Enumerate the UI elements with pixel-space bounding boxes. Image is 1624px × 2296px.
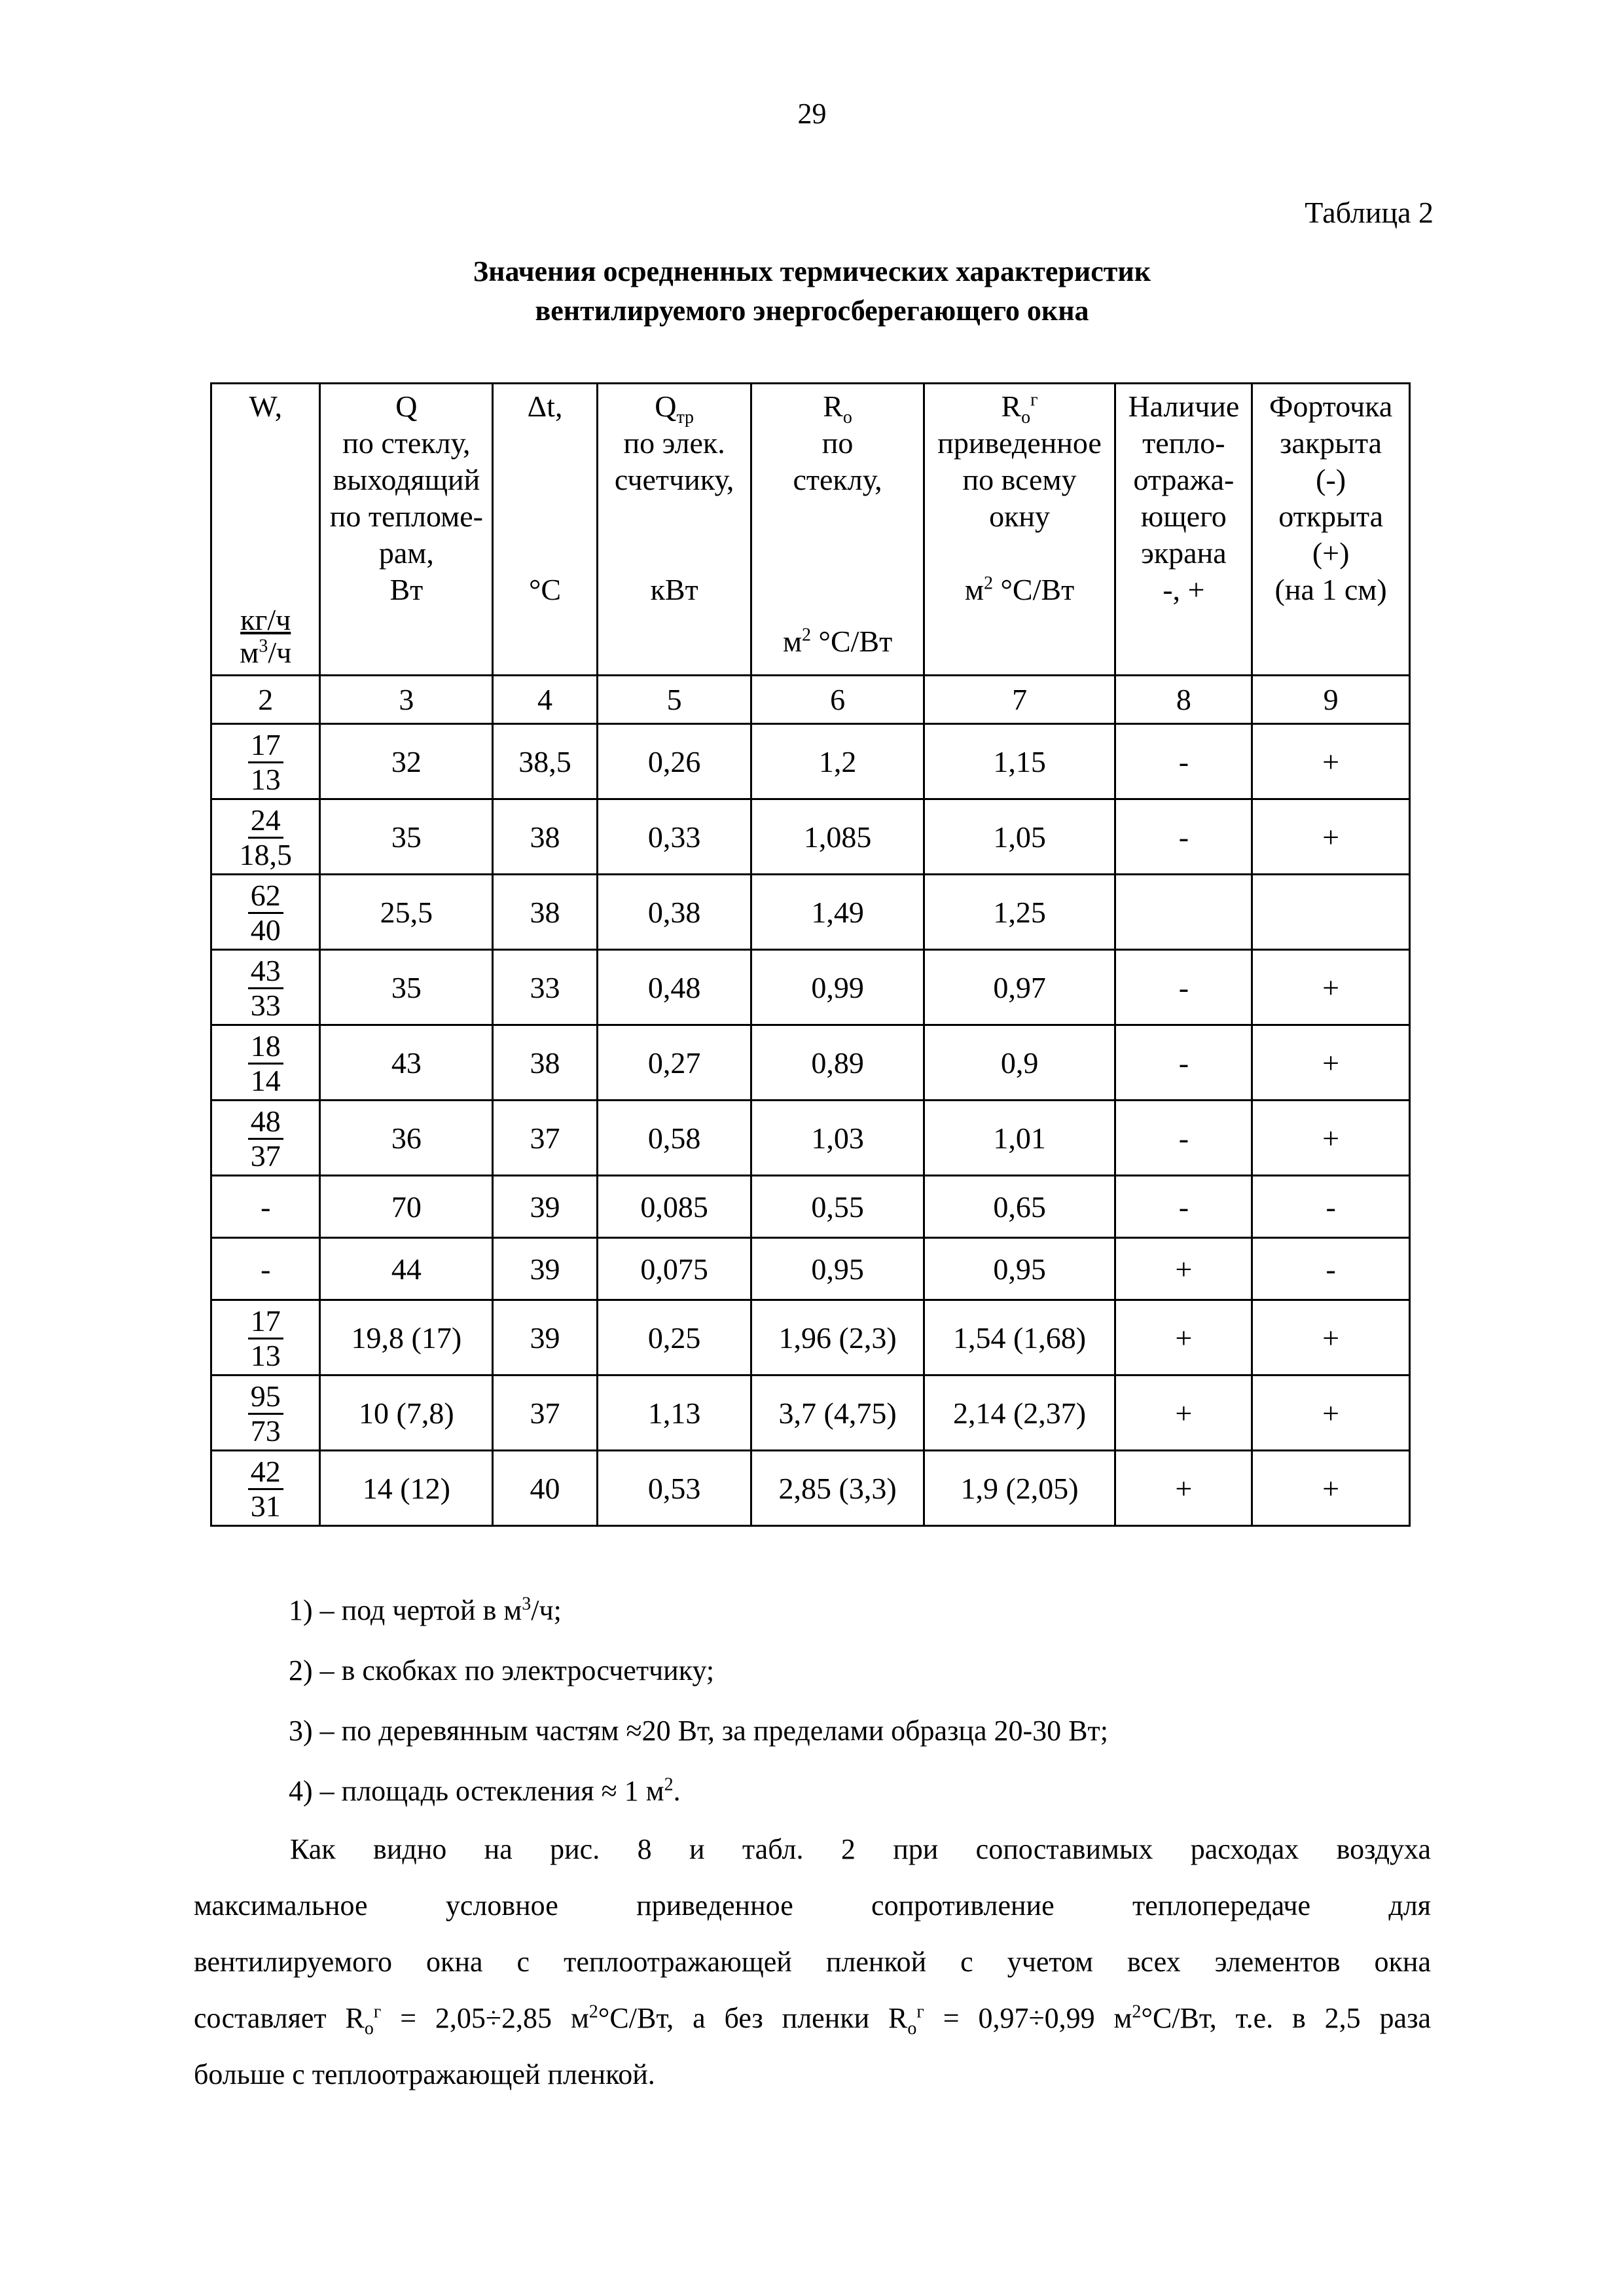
flow-fraction	[248, 1105, 283, 1173]
column-number: 4	[493, 676, 598, 724]
cell-dt: 37	[493, 1101, 598, 1176]
cell-screen: +	[1115, 1300, 1252, 1376]
header-window	[1252, 384, 1410, 676]
cell-qtr: 0,075	[597, 1238, 751, 1300]
header-ro-line: стеклу,	[793, 463, 882, 496]
cell-dt: 39	[493, 1300, 598, 1376]
header-q	[320, 384, 493, 676]
cell-ro: 0,55	[751, 1176, 924, 1238]
cell-q: 14 (12)	[320, 1451, 493, 1526]
header-rog-line: приведенное	[937, 426, 1102, 460]
header-rog-line: окну	[989, 500, 1051, 533]
flow-fraction	[248, 1305, 283, 1372]
note-3: 3) – по деревянным частям ≈20 Вт, за пределами образца 20-30 Вт;	[289, 1715, 1108, 1747]
cell-ro: 0,95	[751, 1238, 924, 1300]
flow-kg-per-h: 43	[248, 955, 283, 989]
cell-q: 43	[320, 1025, 493, 1101]
cell-screen: +	[1115, 1451, 1252, 1526]
note-4: 4) – площадь остекления ≈ 1 $м^2$.	[289, 1774, 681, 1807]
table-row	[211, 724, 1410, 799]
cell-dt: 33	[493, 950, 598, 1025]
header-window-line: (на 1 см)	[1274, 573, 1387, 606]
header-q-symbol: Q	[395, 390, 418, 423]
cell-window: +	[1252, 1025, 1410, 1101]
column-number: 5	[597, 676, 751, 724]
header-rog-sup: г	[1030, 390, 1038, 410]
cell-dt: 39	[493, 1176, 598, 1238]
table-row	[211, 875, 1410, 950]
header-window-line: (-)	[1316, 463, 1346, 496]
flow-m3-per-h: 18,5	[239, 837, 292, 871]
cell-qtr: 0,085	[597, 1176, 751, 1238]
cell-rog: 0,95	[924, 1238, 1115, 1300]
cell-q: 32	[320, 724, 493, 799]
caption-line-2: вентилируемого энергосберегающего окна	[535, 295, 1089, 327]
header-window-line: открыта	[1278, 500, 1384, 533]
header-window-line: закрыта	[1280, 426, 1382, 460]
cell-ro: 0,89	[751, 1025, 924, 1101]
page-number: 29	[797, 98, 827, 130]
paragraph-line: Как видно на рис. 8 и табл. 2 при сопоставимых расходах воздуха	[290, 1833, 1431, 1865]
table-row	[211, 1300, 1410, 1376]
header-screen-line: ющего	[1140, 500, 1227, 533]
cell-ro: 1,2	[751, 724, 924, 799]
cell-dt: 38	[493, 1025, 598, 1101]
flow-fraction	[239, 804, 292, 871]
header-window-line: Форточка	[1269, 390, 1393, 423]
cell-w	[211, 724, 320, 799]
column-number-row	[211, 676, 1410, 724]
note-2: 2) – в скобках по электросчетчику;	[289, 1654, 715, 1686]
cell-rog: 1,15	[924, 724, 1115, 799]
flow-fraction	[248, 1030, 283, 1097]
header-dt-unit: °C	[528, 573, 562, 606]
cell-q: 70	[320, 1176, 493, 1238]
table-row	[211, 1451, 1410, 1526]
flow-m3-per-h: 13	[250, 762, 281, 796]
cell-rog: 0,65	[924, 1176, 1115, 1238]
cell-w	[211, 1451, 320, 1526]
table-row	[211, 950, 1410, 1025]
cell-rog: 1,25	[924, 875, 1115, 950]
header-screen-line: экрана	[1141, 536, 1227, 570]
cell-q: 19,8 (17)	[320, 1300, 493, 1376]
flow-kg-per-h: 95	[248, 1380, 283, 1415]
paragraph-line: вентилируемого окна с теплоотражающей пленкой с учетом всех элементов окна	[194, 1946, 1431, 1978]
cell-screen: -	[1115, 724, 1252, 799]
header-qtr-line: счетчику,	[614, 463, 734, 496]
cell-rog: 2,14 (2,37)	[924, 1376, 1115, 1451]
cell-screen: -	[1115, 1176, 1252, 1238]
cell-window: +	[1252, 1376, 1410, 1451]
cell-screen: -	[1115, 1101, 1252, 1176]
header-screen-line: Наличие	[1128, 390, 1240, 423]
header-rog-symbol: R	[1001, 390, 1022, 423]
flow-m3-per-h: 37	[250, 1139, 281, 1173]
header-row	[211, 384, 1410, 676]
cell-qtr: 0,25	[597, 1300, 751, 1376]
paragraph-line: составляет $R_o^г = 2,05\div 2,85$ $м^2^\circ C/Вт$, а без пленки $R_o^г = 0,97\div 0,99$ $м^2^\circ C/Вт$, т.е. в 2,5 раза	[194, 2001, 1431, 2039]
cell-w	[211, 1025, 320, 1101]
cell-ro: 1,085	[751, 799, 924, 875]
header-w-unit-num: кг/ч	[240, 603, 291, 636]
cell-q: 36	[320, 1101, 493, 1176]
cell-w: -	[211, 1176, 320, 1238]
cell-ro: 0,99	[751, 950, 924, 1025]
header-screen-line: отража-	[1133, 463, 1235, 496]
header-q-line: рам,	[378, 536, 434, 570]
header-ro-symbol: R	[823, 390, 843, 423]
flow-fraction	[248, 955, 283, 1022]
header-w-unit-den: м	[240, 636, 259, 669]
table-row	[211, 1376, 1410, 1451]
column-number: 7	[924, 676, 1115, 724]
cell-qtr: 0,38	[597, 875, 751, 950]
cell-screen: -	[1115, 1025, 1252, 1101]
cell-window: +	[1252, 724, 1410, 799]
flow-m3-per-h: 73	[250, 1413, 281, 1448]
body-paragraph	[194, 1821, 1431, 2103]
thermal-characteristics-table	[210, 382, 1411, 1527]
flow-kg-per-h: 42	[248, 1455, 283, 1490]
header-ro-sub: o	[842, 407, 852, 428]
cell-window: +	[1252, 1101, 1410, 1176]
header-rog	[924, 384, 1115, 676]
header-screen	[1115, 384, 1252, 676]
table-row	[211, 1101, 1410, 1176]
column-number: 8	[1115, 676, 1252, 724]
cell-q: 25,5	[320, 875, 493, 950]
cell-ro: 1,49	[751, 875, 924, 950]
cell-qtr: 1,13	[597, 1376, 751, 1451]
table-caption	[0, 252, 1624, 331]
cell-w	[211, 1101, 320, 1176]
cell-window	[1252, 875, 1410, 950]
flow-kg-per-h: 24	[248, 804, 283, 839]
cell-q: 44	[320, 1238, 493, 1300]
cell-dt: 38	[493, 875, 598, 950]
cell-screen	[1115, 875, 1252, 950]
cell-window: +	[1252, 799, 1410, 875]
flow-kg-per-h: 48	[248, 1105, 283, 1140]
column-number: 6	[751, 676, 924, 724]
cell-window: +	[1252, 1451, 1410, 1526]
cell-qtr: 0,27	[597, 1025, 751, 1101]
cell-q: 35	[320, 799, 493, 875]
cell-dt: 38	[493, 799, 598, 875]
paragraph-line: больше с теплоотражающей пленкой.	[194, 2058, 655, 2090]
cell-ro: 3,7 (4,75)	[751, 1376, 924, 1451]
column-number: 9	[1252, 676, 1410, 724]
flow-m3-per-h: 33	[250, 988, 281, 1022]
cell-dt: 37	[493, 1376, 598, 1451]
cell-rog: 0,9	[924, 1025, 1115, 1101]
table-row	[211, 1176, 1410, 1238]
cell-screen: +	[1115, 1376, 1252, 1451]
header-ro-unit: $м^2$ °C/Вт	[782, 625, 893, 658]
header-qtr-line: по элек.	[623, 426, 725, 460]
paragraph-line: максимальное условное приведенное сопротивление теплопередаче для	[194, 1889, 1431, 1922]
cell-rog: 1,01	[924, 1101, 1115, 1176]
cell-rog: 0,97	[924, 950, 1115, 1025]
flow-m3-per-h: 31	[250, 1489, 281, 1523]
cell-w	[211, 799, 320, 875]
cell-ro: 1,03	[751, 1101, 924, 1176]
cell-window: -	[1252, 1238, 1410, 1300]
flow-m3-per-h: 14	[250, 1063, 281, 1097]
cell-window: +	[1252, 950, 1410, 1025]
table-row	[211, 1238, 1410, 1300]
table-notes	[289, 1591, 1108, 1832]
flow-m3-per-h: 40	[250, 913, 281, 947]
header-qtr-sub: тр	[676, 407, 695, 428]
cell-screen: -	[1115, 799, 1252, 875]
cell-qtr: 0,53	[597, 1451, 751, 1526]
flow-fraction	[248, 879, 283, 947]
caption-line-1: Значения осредненных термических характеристик	[473, 255, 1151, 287]
cell-window: +	[1252, 1300, 1410, 1376]
header-q-line: по стеклу,	[342, 426, 471, 460]
header-qtr-symbol: Q	[655, 390, 677, 423]
header-rog-unit: $м^2$ °C/Вт	[964, 573, 1075, 606]
table-row	[211, 799, 1410, 875]
cell-q: 10 (7,8)	[320, 1376, 493, 1451]
header-w-unit-den-tail: /ч	[268, 636, 292, 669]
cell-qtr: 0,58	[597, 1101, 751, 1176]
header-rog-line: по всему	[962, 463, 1077, 496]
note-1: 1) – под чертой в $м^3/ч$;	[289, 1594, 562, 1626]
header-q-line: по тепломе-	[329, 500, 483, 533]
cell-w	[211, 875, 320, 950]
header-dt-symbol: Δt,	[527, 390, 563, 423]
flow-kg-per-h: 17	[248, 729, 283, 763]
header-rog-sub: o	[1021, 407, 1031, 428]
flow-kg-per-h: 18	[248, 1030, 283, 1065]
table-label: Таблица 2	[1305, 196, 1434, 229]
cell-dt: 40	[493, 1451, 598, 1526]
cell-w: -	[211, 1238, 320, 1300]
cell-qtr: 0,26	[597, 724, 751, 799]
flow-fraction	[248, 729, 283, 796]
cell-ro: 2,85 (3,3)	[751, 1451, 924, 1526]
cell-rog: 1,9 (2,05)	[924, 1451, 1115, 1526]
header-q-line: Вт	[389, 573, 424, 606]
header-screen-line: тепло-	[1142, 426, 1225, 460]
cell-ro: 1,96 (2,3)	[751, 1300, 924, 1376]
cell-qtr: 0,48	[597, 950, 751, 1025]
cell-window: -	[1252, 1176, 1410, 1238]
cell-rog: 1,05	[924, 799, 1115, 875]
flow-fraction	[248, 1455, 283, 1523]
header-q-line: выходящий	[333, 463, 480, 496]
cell-qtr: 0,33	[597, 799, 751, 875]
column-number: 3	[320, 676, 493, 724]
flow-m3-per-h: 13	[250, 1338, 281, 1372]
header-w-unit	[212, 602, 319, 669]
header-w	[211, 384, 320, 676]
cell-screen: +	[1115, 1238, 1252, 1300]
header-w-unit-den-sup: 3	[259, 636, 268, 657]
cell-q: 35	[320, 950, 493, 1025]
cell-dt: 39	[493, 1238, 598, 1300]
cell-screen: -	[1115, 950, 1252, 1025]
flow-kg-per-h: 62	[248, 879, 283, 914]
header-w-symbol: W,	[249, 390, 283, 423]
cell-dt: 38,5	[493, 724, 598, 799]
cell-w	[211, 1376, 320, 1451]
header-screen-line: -, +	[1163, 573, 1205, 606]
flow-fraction	[248, 1380, 283, 1448]
column-number: 2	[211, 676, 320, 724]
header-ro-line: по	[821, 426, 854, 460]
table-row	[211, 1025, 1410, 1101]
header-ro	[751, 384, 924, 676]
cell-w	[211, 1300, 320, 1376]
header-window-line: (+)	[1312, 536, 1350, 570]
header-qtr	[597, 384, 751, 676]
flow-kg-per-h: 17	[248, 1305, 283, 1339]
cell-rog: 1,54 (1,68)	[924, 1300, 1115, 1376]
header-dt	[493, 384, 598, 676]
header-qtr-unit: кВт	[650, 573, 698, 606]
cell-w	[211, 950, 320, 1025]
